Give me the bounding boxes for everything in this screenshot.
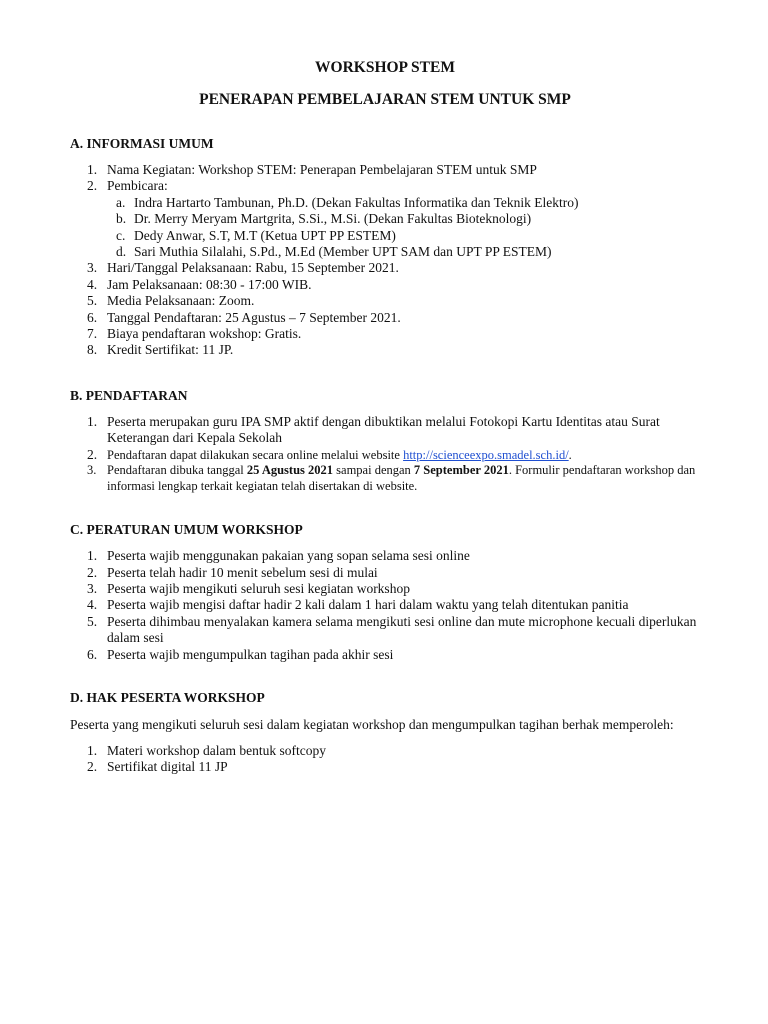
list-number: 1. bbox=[87, 413, 98, 429]
list-number: 1. bbox=[87, 743, 98, 759]
speaker-item bbox=[116, 195, 700, 211]
speaker-text: Dr. Merry Meryam Martgrita, S.Si., M.Si. (Dekan Fakultas Bioteknologi) bbox=[134, 211, 532, 227]
section-heading-d: D. HAK PESERTA WORKSHOP bbox=[70, 690, 265, 706]
pendaftaran-list bbox=[70, 414, 700, 494]
list-item bbox=[70, 759, 700, 775]
list-number: 1. bbox=[87, 162, 98, 177]
speaker-item bbox=[116, 244, 700, 260]
list-number: 7. bbox=[87, 326, 98, 342]
list-item-text: . Formulir pendaftaran workshop dan informasi lengkap terkait kegiatan telah disertakan di website. bbox=[107, 463, 696, 493]
section-informasi-umum bbox=[70, 135, 700, 359]
section-intro: Peserta yang mengikuti seluruh sesi dalam kegiatan workshop dan mengumpulkan tagihan berhak memperoleh: bbox=[70, 717, 674, 733]
list-item-text: Sertifikat digital 11 JP bbox=[107, 759, 228, 775]
section-heading-a: A. INFORMASI UMUM bbox=[70, 136, 214, 151]
list-item-text: Pendaftaran dibuka tanggal bbox=[107, 463, 247, 478]
list-item bbox=[70, 178, 700, 260]
list-item bbox=[70, 162, 700, 178]
list-item-text: Hari/Tanggal Pelaksanaan: Rabu, 15 September 2021. bbox=[107, 260, 399, 276]
end-date: 7 September 2021 bbox=[413, 463, 509, 478]
list-item-text-end: . bbox=[568, 447, 572, 462]
list-item bbox=[70, 310, 700, 326]
document-subtitle: PENERAPAN PEMBELAJARAN STEM UNTUK SMP bbox=[199, 91, 571, 108]
list-item bbox=[70, 614, 700, 647]
spacer bbox=[70, 663, 700, 689]
list-number: 2. bbox=[87, 759, 98, 775]
list-item-text: Nama Kegiatan: Workshop STEM: Penerapan Pembelajaran STEM untuk SMP bbox=[107, 162, 537, 177]
speaker-letter: a. bbox=[116, 194, 126, 210]
list-item-text: Jam Pelaksanaan: 08:30 - 17:00 WIB. bbox=[107, 276, 312, 292]
list-item-text: Biaya pendaftaran wokshop: Gratis. bbox=[107, 326, 302, 342]
speaker-text: Dedy Anwar, S.T, M.T (Ketua UPT PP ESTEM) bbox=[134, 227, 396, 243]
speaker-item bbox=[116, 211, 700, 227]
list-item-text: Peserta wajib mengikuti seluruh sesi kegiatan workshop bbox=[107, 581, 410, 596]
list-item bbox=[70, 414, 700, 447]
speaker-list bbox=[107, 195, 700, 261]
list-item bbox=[70, 260, 700, 276]
list-item-text: Peserta telah hadir 10 menit sebelum sesi di mulai bbox=[107, 564, 378, 580]
list-number: 1. bbox=[87, 548, 98, 564]
list-item-text: Peserta dihimbau menyalakan kamera selama mengikuti sesi online dan mute microphone kecuali diperlukan dalam sesi bbox=[107, 613, 697, 646]
informasi-umum-list bbox=[70, 162, 700, 359]
list-number: 3. bbox=[87, 260, 98, 276]
list-item-text: Media Pelaksanaan: Zoom. bbox=[107, 293, 255, 309]
section-hak-peserta bbox=[70, 689, 700, 776]
list-item-text: Peserta wajib mengumpulkan tagihan pada akhir sesi bbox=[107, 646, 394, 662]
section-heading-b: B. PENDAFTARAN bbox=[70, 387, 188, 403]
list-item-text: Peserta merupakan guru IPA SMP aktif dengan dibuktikan melalui Fotokopi Kartu Identitas atau Surat Keterangan dari Kepala Sekolah bbox=[107, 413, 660, 446]
list-number: 6. bbox=[87, 646, 98, 662]
list-item-text: Materi workshop dalam bentuk softcopy bbox=[107, 743, 326, 759]
list-item-text: sampai dengan bbox=[333, 463, 414, 478]
speaker-text: Indra Hartarto Tambunan, Ph.D. (Dekan Fakultas Informatika dan Teknik Elektro) bbox=[134, 194, 579, 210]
list-number: 5. bbox=[87, 293, 98, 309]
speaker-letter: c. bbox=[116, 227, 126, 243]
document-title: WORKSHOP STEM bbox=[315, 59, 455, 76]
speaker-letter: b. bbox=[116, 211, 127, 227]
hak-peserta-list bbox=[70, 743, 700, 776]
section-peraturan-umum bbox=[70, 521, 700, 663]
list-item bbox=[70, 447, 700, 464]
list-item bbox=[70, 597, 700, 613]
list-item bbox=[70, 293, 700, 309]
list-item-text: Tanggal Pendaftaran: 25 Agustus – 7 September 2021. bbox=[107, 309, 401, 325]
spacer bbox=[70, 359, 700, 387]
list-item-text: Peserta wajib menggunakan pakaian yang sopan selama sesi online bbox=[107, 548, 470, 564]
list-item-text: Pembicara: bbox=[107, 178, 168, 194]
start-date: 25 Agustus 2021 bbox=[246, 463, 334, 478]
peraturan-list bbox=[70, 548, 700, 663]
list-item bbox=[70, 277, 700, 293]
list-item-text: Pendaftaran dapat dilakukan secara online melalui website bbox=[107, 447, 404, 462]
list-number: 3. bbox=[87, 463, 97, 478]
list-number: 2. bbox=[87, 178, 98, 194]
list-item bbox=[70, 743, 700, 759]
section-pendaftaran bbox=[70, 387, 700, 494]
list-number: 6. bbox=[87, 309, 98, 325]
speaker-item bbox=[116, 228, 700, 244]
list-item bbox=[70, 565, 700, 581]
list-number: 4. bbox=[87, 276, 98, 292]
list-number: 3. bbox=[87, 581, 98, 596]
list-item-text: Peserta wajib mengisi daftar hadir 2 kali dalam 1 hari dalam waktu yang telah ditentukan panitia bbox=[107, 597, 629, 613]
list-number: 4. bbox=[87, 597, 98, 613]
speaker-letter: d. bbox=[116, 244, 127, 260]
document-page bbox=[70, 58, 700, 776]
spacer bbox=[70, 494, 700, 521]
list-number: 2. bbox=[87, 446, 98, 462]
section-heading-c: C. PERATURAN UMUM WORKSHOP bbox=[70, 522, 303, 538]
list-item-text: Kredit Sertifikat: 11 JP. bbox=[107, 342, 234, 358]
list-item bbox=[70, 463, 700, 494]
list-item bbox=[70, 581, 700, 597]
list-number: 2. bbox=[87, 564, 98, 580]
list-item bbox=[70, 342, 700, 358]
speaker-text: Sari Muthia Silalahi, S.Pd., M.Ed (Member UPT SAM dan UPT PP ESTEM) bbox=[134, 244, 552, 260]
list-item bbox=[70, 326, 700, 342]
list-number: 5. bbox=[87, 613, 98, 629]
list-number: 8. bbox=[87, 342, 98, 358]
list-item bbox=[70, 647, 700, 663]
list-item bbox=[70, 548, 700, 564]
website-link[interactable]: http://scienceexpo.smadel.sch.id/ bbox=[403, 447, 569, 462]
